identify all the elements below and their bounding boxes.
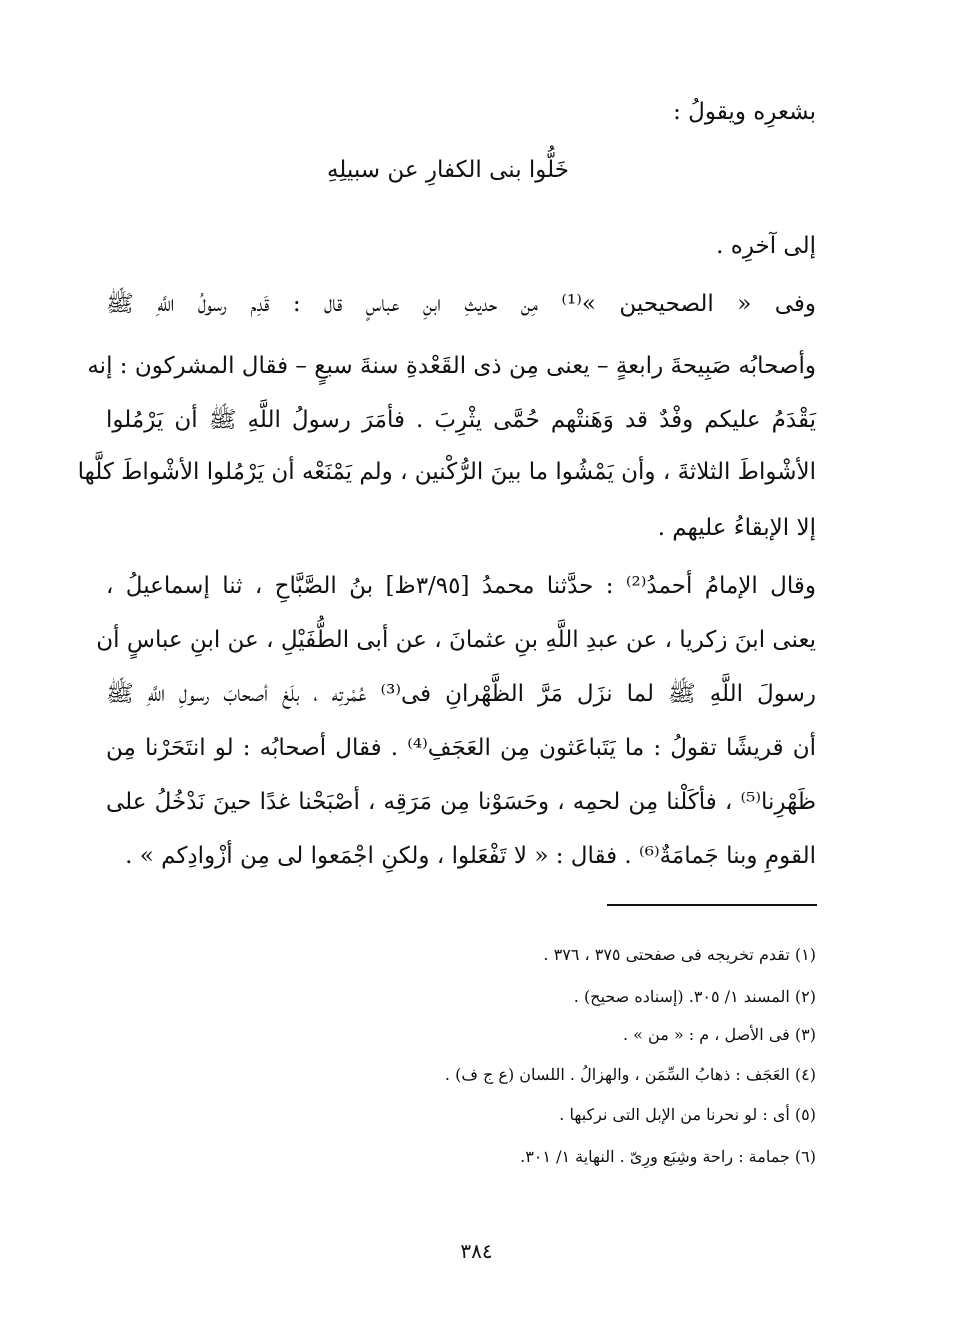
paragraph-line: وقال الإمامُ أحمدُ⁽²⁾ : حدَّثنا محمدُ [٣/٩٥ظ] بنُ الصَّبَّاحِ ، ثنا إسماعيلُ ، <box>106 573 816 599</box>
footnote: (٣) فى الأصل ، م : « من » . <box>623 1025 816 1044</box>
paragraph-line: يعنى ابنَ زكريا ، عن عبدِ اللَّهِ بنِ عثمانَ ، عن أبى الطُّفَيْلِ ، عن ابنِ عباسٍ أن <box>96 627 816 653</box>
footnote-separator <box>607 904 817 906</box>
paragraph-line: الأشْواطَ الثلاثةَ ، وأن يَمْشُوا ما بينَ الرُّكْنين ، ولم يَمْنَعْه أن يَرْمُلوا الأشْواطَ كلَّها <box>77 459 816 485</box>
paragraph-line: وفى « الصحيحين »⁽¹⁾ مِن حديثِ ابنِ عباسٍ قال : قَدِم رسولُ اللَّهِ ﷺ <box>106 291 816 317</box>
paragraph-line: رسولَ اللَّهِ ﷺ لما نزَل مَرَّ الظَّهْرانِ فى⁽³⁾ عُمْرتِه ، بلَغ أصحابَ رسولِ اللَّهِ ﷺ <box>106 681 816 707</box>
paragraph-line: يَقْدَمُ عليكم وفْدٌ قد وَهَنتْهم حُمَّى يثْرِبَ . فأمَرَ رسولُ اللَّهِ ﷺ أن يَرْمُلوا <box>106 407 816 433</box>
paragraph-line: ظَهْرِنا⁽⁵⁾ ، فأكَلْنا مِن لحمِه ، وحَسَوْنا مِن مَرَقِه ، أصْبَحْنا غدًا حينَ نَدْخُلُ على <box>106 789 816 815</box>
text-line: إلى آخرِه . <box>716 233 816 259</box>
paragraph-line: القومِ وبنا جَمامَةٌ⁽⁶⁾ . فقال : « لا تَفْعَلوا ، ولكنِ اجْمَعوا لى مِن أزْوادِكم » . <box>125 843 816 869</box>
footnote: (١) تقدم تخريجه فى صفحتى ٣٧٥ ، ٣٧٦ . <box>543 945 816 964</box>
page-number: ٣٨٤ <box>460 1239 493 1263</box>
footnote: (٦) جمامة : راحة وشِبَع ورِىّ . النهاية ١/ ٣٠١. <box>520 1147 816 1166</box>
text-line: بشعرِه ويقولُ : <box>673 99 816 125</box>
footnote: (٢) المسند ١/ ٣٠٥. (إسناده صحيح) . <box>573 987 816 1006</box>
paragraph-line: وأصحابُه صَبِيحةَ رابعةٍ – يعنى مِن ذى القَعْدةِ سنةَ سبعٍ – فقال المشركون : إنه <box>87 353 816 379</box>
footnote: (٥) أى : لو نحرنا من الإبل التى نركبها . <box>559 1105 816 1124</box>
footnote: (٤) العَجَف : ذهابُ السِّمَن ، والهزالُ . اللسان (ع ج ف) . <box>444 1065 816 1084</box>
paragraph-line: إلا الإبقاءُ عليهم . <box>657 515 816 541</box>
paragraph-line: أن قريشًا تقولُ : ما يَتَباعَثون مِن العَجَفِ⁽⁴⁾ . فقال أصحابُه : لو انتَحَرْنا مِن <box>106 735 816 761</box>
poem-verse: خَلُّوا بنى الكفارِ عن سبيلِهِ <box>326 157 570 183</box>
